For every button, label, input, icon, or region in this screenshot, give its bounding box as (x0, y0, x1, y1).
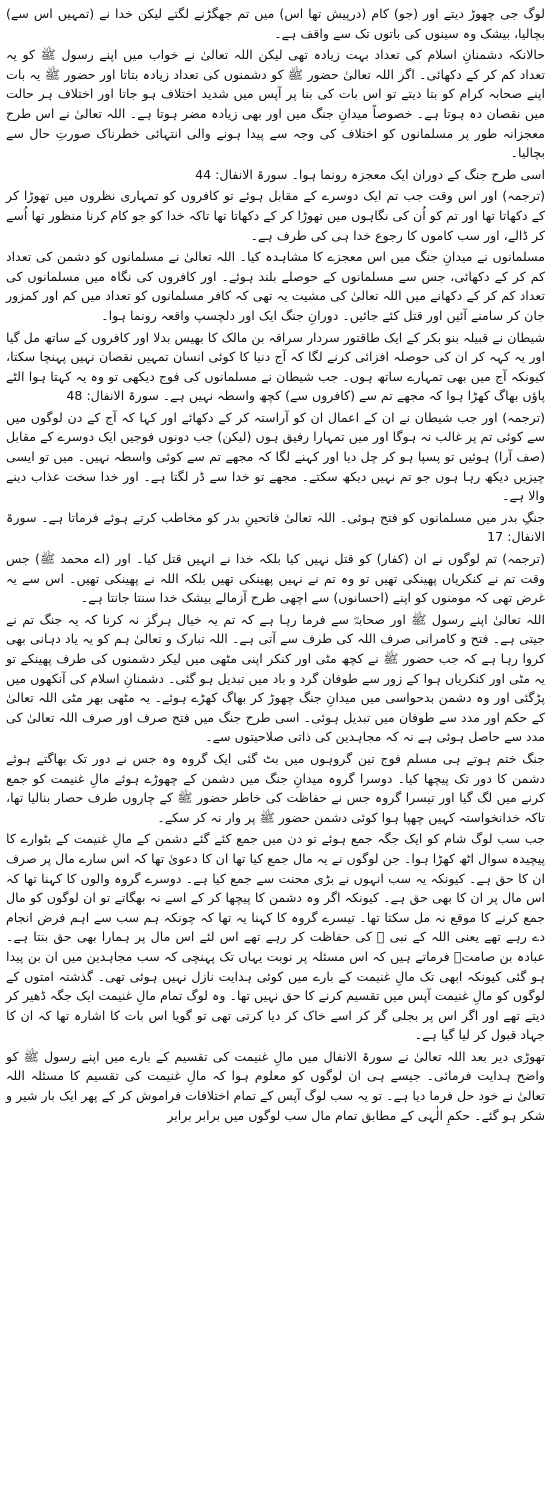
paragraph-victory-from-allah: اللہ تعالیٰ اپنے رسول ﷺ اور صحابہؓ سے فرما رہا ہے کہ تم یہ خیال ہرگز نہ کرنا کہ یہ جنگ تم نے جیتی ہے۔ فتح و کامرانی صرف اللہ کی طرف سے آتی ہے۔ اللہ تبارک و تعالیٰ ہم کو یہ یاد دہانی بھی کروا رہا ہے کہ جب حضور ﷺ نے کچھ مٹی اور کنکر اپنی مٹھی میں لیکر دشمنوں کی طرف پھینکے تو یہ مٹی اور کنکریاں ہوا کے زور سے طوفان گرد و باد میں تبدیل ہو گئی۔ دشمنانِ اسلام کی آنکھوں میں پڑگئی اور وہ دشمن بدحواسی میں میدانِ جنگ چھوڑ کر بھاگ کھڑے ہوئے۔ یہ مٹھی بھر مٹی اللہ تعالیٰ کے حکم اور مدد سے طوفان میں تبدیل ہوئی۔ اسی طرح جنگ میں فتح صرف اور صرف اللہ تعالیٰ کی مدد سے حاصل ہوئی ہے نہ کہ مجاہدین کی ذاتی صلاحیتوں سے۔ (6, 611, 545, 745)
paragraph-miracle-intro: اسی طرح جنگ کے دوران ایک معجزہ رونما ہوا۔ سورۃ الانفال: 44 (195, 166, 545, 182)
paragraph-badr-victory: جنگِ بدر میں مسلمانوں کو فتح ہوئی۔ اللہ تعالیٰ فاتحینِ بدر کو مخاطب کرتے ہوئے فرماتا ہے۔ سورۃ الانفال: 17 (6, 509, 545, 545)
paragraph-verse-ending: لوگ جی چھوڑ دیتے اور (جو) کام (درپیش تھا اس) میں تم جھگڑنے لگتے لیکن خدا نے (تمہیں اس سے) بچالیا، بیشک وہ سینوں کی باتوں تک سے واقف ہے۔ (6, 6, 545, 41)
paragraph-battlefield-miracle: مسلمانوں نے میدانِ جنگ میں اس معجزے کا مشاہدہ کیا۔ اللہ تعالیٰ نے مسلمانوں کو دشمن کی تعداد کم کر کے دکھائی، جس سے مسلمانوں کے حوصلے بلند ہوئے۔ اور کافروں کی نگاہ میں مسلمانوں کی تعداد کم کر کے دکھانے میں اللہ تعالیٰ کی مشیت یہ تھی کہ کافر مسلمانوں کو تعداد میں کم اور کمزور جان کر سامنے آئیں اور قتل کئے جائیں۔ دورانِ جنگ ایک اور دلچسپ واقعہ رونما ہوا۔ (6, 249, 545, 323)
paragraph-translation-anfal-44: (ترجمہ) اور اس وقت جب تم ایک دوسرے کے مقابل ہوئے تو کافروں کو تمہاری نظروں میں تھوڑا کر کے دکھاتا تھا اور تم کو اُن کی نگاہوں میں تھوڑا کر کے دکھاتا تھا تاکہ خدا کو جو کام کرنا منظور تھا اُسے کر ڈالے، اور سب کاموں کا رجوع خدا ہی کی طرف ہے۔ (6, 188, 545, 243)
paragraph-dream-numbers: حالانکہ دشمنانِ اسلام کی تعداد بہت زیادہ تھی لیکن اللہ تعالیٰ نے خواب میں اپنے رسول ﷺ کو یہ تعداد کم کر کے دکھائی۔ اگر اللہ تعالیٰ حضور ﷺ کو دشمنوں کی تعداد زیادہ بتاتا اور حضور ﷺ یہ بات اپنے صحابہ کرام کو بتا دیتے تو اس بات کی بنا پر آپس میں شدید اختلاف ہو جاتا اور اختلاف ہر حالت میں نقصان دہ ہوتا ہے۔ خصوصاً میدانِ جنگ میں اور بھی زیادہ مضر ہوتا ہے۔ اللہ تعالیٰ نے اس طرح معجزانہ طور پر مسلمانوں کو اختلاف کی وجہ سے پیدا ہونے والی انتہائی خطرناک صورتِ حال سے بچالیا۔ (6, 47, 545, 161)
paragraph-spoils-guidance: تھوڑی دیر بعد اللہ تعالیٰ نے سورۃ الانفال میں مالِ غنیمت کی تقسیم کے بارے میں اپنے رسول ﷺ کو واضح ہدایت فرمائی۔ جیسے ہی ان لوگوں کو معلوم ہوا کہ مالِ غنیمت کی تقسیم کا مسئلہ اللہ تعالیٰ نے خود حل فرما دیا ہے۔ تو یہ سب لوگ آپس کے تمام اختلافات فراموش کر کے پھر ایک بار شیر و شکر ہو گئے۔ حکمِ الٰہی کے مطابق تمام مال سب لوگوں میں برابر برابر (6, 1048, 545, 1123)
paragraph-spoils-dispute: جب سب لوگ شام کو ایک جگہ جمع ہوئے تو دن میں جمع کئے گئے دشمن کے مالِ غنیمت کے بٹوارے کا پیچیدہ سوال اٹھ کھڑا ہوا۔ جن لوگوں نے یہ مال جمع کیا تھا ان کا دعویٰ تھا کہ اس سارے مال پر صرف ان کا حق ہے۔ کیونکہ یہ سب انہوں نے بڑی محنت سے جمع کیا ہے۔ دوسرے گروہ والوں کا کہنا تھا کہ اس مال پر ان کا بھی حق ہے۔ کیونکہ اگر وہ دشمن کا پیچھا کر کے اسے نہ بھگاتے تو ان لوگوں کو مال جمع کرنے کا موقع نہ مل سکتا تھا۔ تیسرے گروہ کا کہنا یہ تھا کہ چونکہ ہم سب سے اہم فرض انجام دے رہے تھے یعنی اللہ کے نبی ﷺ کی حفاظت کر رہے تھے اس لئے اس مال پر ہمارا بھی حق بنتا ہے۔ عبادہ بن صامتؓ فرماتے ہیں کہ اس مسئلہ پر نوبت یہاں تک پہنچی کہ سب مجاہدین میں ان بن پیدا ہو گئی کیونکہ ابھی تک مالِ غنیمت کے بارے میں کوئی ہدایت نازل نہیں ہوئی تھی۔ گذشتہ امتوں کے لوگوں کو مالِ غنیمت آپس میں تقسیم کرنے کا حق نہیں تھا۔ وہ لوگ تمام مالِ غنیمت ایک جگہ ڈھیر کر دیتے تھے اور اگر اس پر بجلی گر کر اسے خاک کر دیا کرتی تھی تو گویا اس بات کا اشارہ تھا کہ ان کا جہاد قبول کر لیا گیا ہے۔ (6, 831, 545, 1043)
paragraph-translation-anfal-48: (ترجمہ) اور جب شیطان نے ان کے اعمال ان کو آراستہ کر کے دکھائے اور کہا کہ آج کے دن لوگوں میں سے کوئی تم پر غالب نہ ہوگا اور میں تمہارا رفیق ہوں (لیکن) جب دونوں فوجیں ایک دوسرے کے مقابل (صف آرا) ہوئیں تو پسپا ہو کر چل دیا اور کہنے لگا کہ مجھے تم سے کوئی واسطہ نہیں۔ میں تو ایسی چیزیں دیکھ رہا ہوں جو تم نہیں دیکھ سکتے۔ مجھے تو خدا سے ڈر لگتا ہے۔ اور خدا سخت عذاب دینے والا ہے۔ (6, 409, 545, 504)
paragraph-three-groups: جنگ ختم ہوتے ہی مسلم فوج تین گروہوں میں بٹ گئی ایک گروہ وہ جس نے دور تک بھاگتے ہوئے دشمن کا دور تک پیچھا کیا۔ دوسرا گروہ میدانِ جنگ میں دشمن کے چھوڑے ہوئے مالِ غنیمت کو جمع کرنے میں لگ گیا اور تیسرا گروہ جس نے حفاظت کی خاطر حضور ﷺ کے چاروں طرف حصار بنالیا تھا، تاکہ خدانخواستہ کہیں چھپا ہوا کوئی دشمن حضور ﷺ پر وار نہ کر سکے۔ (6, 750, 545, 825)
paragraph-translation-anfal-17: (ترجمہ) تم لوگوں نے ان (کفار) کو قتل نہیں کیا بلکہ خدا نے انہیں قتل کیا۔ اور (اے محمد ﷺ) جس وقت تم نے کنکریاں پھینکی تھیں تو وہ تم نے نہیں پھینکی تھیں بلکہ اللہ نے پھینکی تھیں۔ اس سے یہ غرض تھی کہ مومنوں کو اپنے (احسانوں) سے اچھی طرح آزمالے بیشک خدا سنتا جانتا ہے۔ (6, 551, 545, 606)
paragraph-shaitan-suraqa: شیطان نے قبیلہ بنو بکر کے ایک طاقتور سردار سراقہ بن مالک کا بھیس بدلا اور کافروں کے ساتھ مل گیا اور یہ کہہ کر ان کی حوصلہ افزائی کرنے لگا کہ آج دنیا کا کوئی انسان تمہیں نقصان نہیں پہنچا سکتا، کیونکہ آج میں بھی تمہارے ساتھ ہوں۔ جب شیطان نے مسلمانوں کی فوج دیکھی تو وہ یہ کہتا ہوا الٹے پاؤں بھاگ کھڑا ہوا کہ مجھے تم سے (کافروں سے) کچھ واسطہ نہیں ہے۔ سورۃ الانفال: 48 (6, 329, 545, 404)
